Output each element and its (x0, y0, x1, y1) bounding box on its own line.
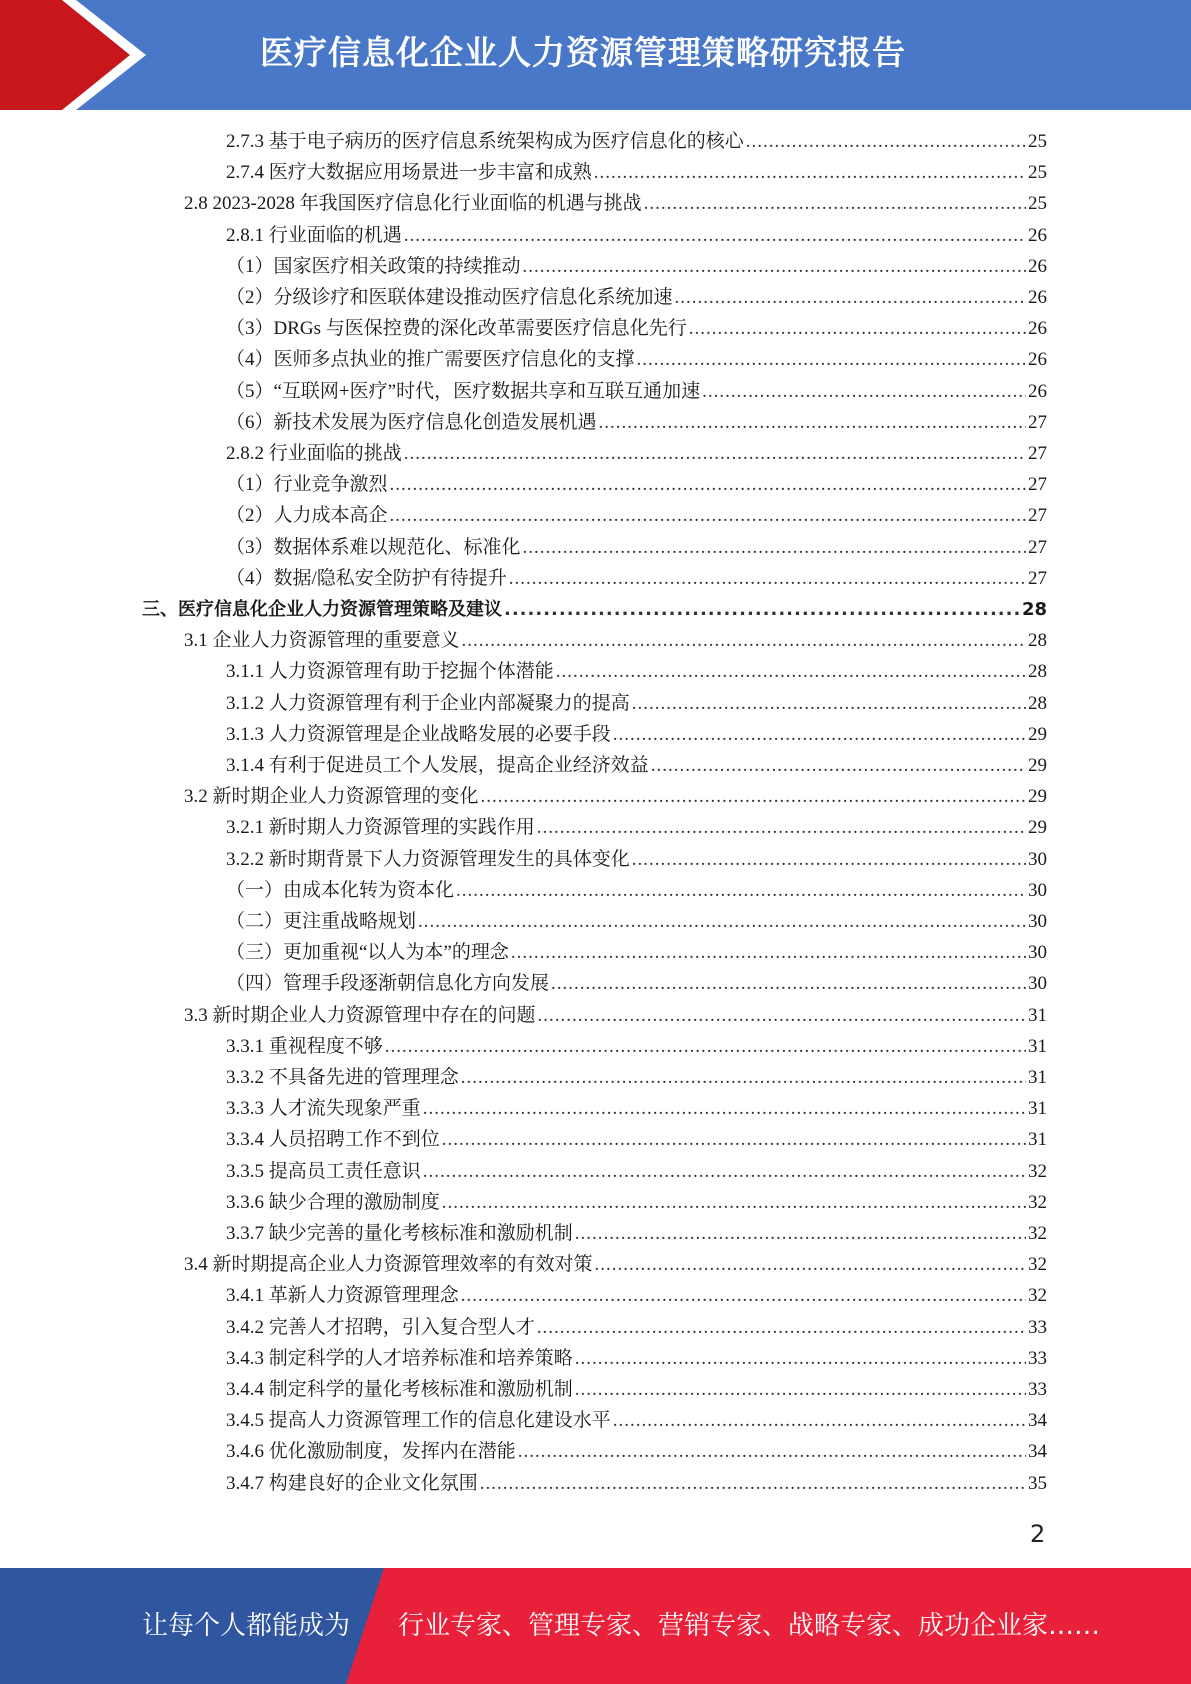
toc-entry-page: 28 (1028, 661, 1047, 683)
toc-entry-label: 3.3.1 重视程度不够 (226, 1035, 383, 1057)
toc-entry-label: 3.3.3 人才流失现象严重 (226, 1098, 421, 1120)
toc-entry[interactable] (226, 282, 1047, 313)
toc-entry-label: 2.8.2 行业面临的挑战 (226, 443, 402, 464)
toc-entry-label: 2.7.3 基于电子病历的医疗信息系统架构成为医疗信息化的核心 (226, 131, 744, 152)
toc-entry-label: （2）分级诊疗和医联体建设推动医疗信息化系统加速 (226, 287, 673, 308)
toc-entry-page: 32 (1028, 1254, 1047, 1276)
toc-entry-label: （一）由成本化转为资本化 (226, 879, 455, 901)
toc-dot-leader (456, 875, 1026, 906)
toc-entry-label: 3.4 新时期提高企业人力资源管理效率的有效对策 (184, 1254, 593, 1276)
toc-entry-page: 27 (1028, 474, 1047, 496)
toc-entry[interactable] (226, 500, 1047, 531)
toc-entry-label: 3.1 企业人力资源管理的重要意义 (184, 630, 460, 652)
toc-entry[interactable] (226, 563, 1047, 594)
toc-entry-label: （1）国家医疗相关政策的持续推动 (226, 255, 521, 277)
toc-entry-page: 33 (1028, 1316, 1047, 1338)
toc-entry-label: 3.2 新时期企业人力资源管理的变化 (184, 786, 479, 808)
page-footer (0, 1568, 1191, 1684)
toc-entry[interactable] (226, 1187, 1047, 1218)
toc-entry[interactable] (226, 968, 1047, 999)
toc-entry-label: 2.8 2023-2028 年我国医疗信息化行业面临的机遇与挑战 (184, 193, 642, 215)
toc-entry[interactable] (226, 719, 1047, 750)
toc-dot-leader (511, 937, 1026, 968)
toc-entry-page: 26 (1028, 349, 1047, 371)
toc-dot-leader (613, 719, 1026, 750)
toc-entry-page: 25 (1028, 162, 1047, 184)
toc-entry-label: 3.3 新时期企业人力资源管理中存在的问题 (184, 1004, 536, 1026)
toc-dot-leader (418, 906, 1026, 937)
toc-entry-page: 30 (1028, 973, 1047, 995)
toc-entry-page: 27 (1028, 567, 1047, 589)
toc-entry[interactable] (226, 1124, 1047, 1155)
toc-entry-page: 32 (1028, 1223, 1047, 1244)
toc-entry-page: 35 (1028, 1472, 1047, 1494)
toc-dot-leader (404, 438, 1026, 469)
toc-entry-page: 32 (1028, 1160, 1047, 1182)
toc-entry-label: 3.4.7 构建良好的企业文化氛围 (226, 1472, 478, 1494)
toc-entry[interactable] (226, 1312, 1047, 1343)
toc-entry[interactable] (184, 781, 1047, 812)
toc-entry-page: 30 (1028, 911, 1047, 932)
toc-entry[interactable] (226, 1031, 1047, 1062)
toc-dot-leader (556, 656, 1026, 687)
toc-dot-leader (651, 750, 1026, 781)
toc-entry-page: 32 (1028, 1191, 1047, 1213)
toc-dot-leader (637, 344, 1026, 375)
toc-entry-page: 25 (1028, 131, 1047, 152)
toc-entry-label: （5）“互联网+医疗”时代，医疗数据共享和互联互通加速 (226, 380, 701, 402)
toc-entry[interactable] (184, 1000, 1047, 1031)
toc-dot-leader (599, 407, 1026, 438)
toc-entry[interactable] (226, 812, 1047, 843)
toc-entry-page: 34 (1028, 1410, 1047, 1432)
header-arrow-graphic (0, 0, 160, 110)
toc-entry[interactable] (142, 594, 1047, 625)
toc-dot-leader (538, 1000, 1026, 1031)
toc-dot-leader (675, 282, 1026, 313)
toc-entry[interactable] (226, 220, 1047, 251)
toc-entry-label: 3.3.7 缺少完善的量化考核标准和激励机制 (226, 1223, 573, 1244)
toc-entry[interactable] (226, 157, 1047, 188)
toc-dot-leader (404, 220, 1026, 251)
toc-dot-leader (537, 812, 1026, 843)
toc-dot-leader (523, 532, 1026, 563)
toc-entry[interactable] (226, 532, 1047, 563)
toc-entry-label: 3.3.2 不具备先进的管理理念 (226, 1067, 459, 1088)
toc-entry-page: 31 (1028, 1098, 1047, 1120)
toc-dot-leader (462, 625, 1026, 656)
toc-dot-leader (518, 1436, 1026, 1467)
toc-dot-leader (480, 1468, 1026, 1499)
toc-dot-leader (575, 1218, 1026, 1249)
toc-dot-leader (461, 1280, 1026, 1311)
toc-entry[interactable] (226, 1218, 1047, 1249)
toc-entry[interactable] (226, 1405, 1047, 1436)
toc-entry-page: 26 (1028, 318, 1047, 340)
toc-entry-page: 26 (1028, 255, 1047, 277)
toc-dot-leader (689, 313, 1026, 344)
toc-entry-label: 3.3.5 提高员工责任意识 (226, 1160, 421, 1182)
footer-slogan-right: 行业专家、管理专家、营销专家、战略专家、成功企业家…… (398, 1611, 1101, 1641)
toc-entry-label: 3.4.3 制定科学的人才培养标准和培养策略 (226, 1347, 573, 1369)
toc-entry[interactable] (226, 313, 1047, 344)
toc-entry-page: 29 (1028, 723, 1047, 745)
toc-entry-page: 28 (1028, 630, 1047, 652)
toc-entry-page: 32 (1028, 1285, 1047, 1307)
toc-dot-leader (537, 1312, 1026, 1343)
toc-entry[interactable] (226, 1436, 1047, 1467)
toc-entry[interactable] (184, 1249, 1047, 1280)
toc-dot-leader (746, 126, 1026, 157)
toc-entry-page: 25 (1028, 193, 1047, 215)
toc-dot-leader (613, 1405, 1026, 1436)
toc-dot-leader (702, 376, 1026, 407)
report-title: 医疗信息化企业人力资源管理策略研究报告 (260, 33, 906, 72)
toc-entry-label: 3.4.2 完善人才招聘，引入复合型人才 (226, 1316, 535, 1338)
toc-entry[interactable] (226, 656, 1047, 687)
toc-entry-label: （4）数据/隐私安全防护有待提升 (226, 567, 507, 589)
toc-entry-label: （3）数据体系难以规范化、标准化 (226, 536, 521, 558)
toc-entry-label: 三、医疗信息化企业人力资源管理策略及建议 (142, 599, 502, 620)
toc-entry-page: 27 (1028, 536, 1047, 558)
toc-entry[interactable] (226, 251, 1047, 282)
toc-entry-page: 31 (1028, 1035, 1047, 1057)
toc-entry-label: （2）人力成本高企 (226, 505, 388, 527)
toc-entry-page: 31 (1028, 1129, 1047, 1151)
toc-entry[interactable] (184, 625, 1047, 656)
toc-entry-page: 26 (1028, 380, 1047, 402)
toc-entry-page: 33 (1028, 1347, 1047, 1369)
toc-entry-label: 3.4.1 革新人力资源管理理念 (226, 1285, 459, 1307)
toc-entry-label: 3.1.1 人力资源管理有助于挖掘个体潜能 (226, 661, 554, 683)
toc-dot-leader (390, 500, 1026, 531)
toc-entry-label: （四）管理手段逐渐朝信息化方向发展 (226, 973, 550, 995)
toc-entry[interactable] (226, 1062, 1047, 1093)
toc-entry-page: 26 (1028, 224, 1047, 246)
toc-entry-label: 3.3.6 缺少合理的激励制度 (226, 1191, 440, 1213)
toc-entry-label: 3.1.2 人力资源管理有利于企业内部凝聚力的提高 (226, 692, 630, 714)
toc-entry-page: 28 (1021, 599, 1047, 620)
toc-entry-label: （1）行业竞争激烈 (226, 474, 388, 496)
toc-entry[interactable] (226, 750, 1047, 781)
toc-dot-leader (575, 1343, 1026, 1374)
toc-entry-page: 29 (1028, 755, 1047, 776)
toc-entry-page: 28 (1028, 692, 1047, 714)
toc-entry-label: 2.7.4 医疗大数据应用场景进一步丰富和成熟 (226, 162, 592, 184)
toc-entry-page: 27 (1028, 411, 1047, 433)
toc-dot-leader (523, 251, 1026, 282)
toc-entry-page: 29 (1028, 786, 1047, 808)
toc-entry[interactable] (226, 875, 1047, 906)
toc-entry-page: 33 (1028, 1379, 1047, 1400)
footer-slogan-left: 让每个人都能成为 (142, 1611, 351, 1641)
toc-dot-leader (385, 1031, 1026, 1062)
toc-entry[interactable] (226, 376, 1047, 407)
toc-entry-label: 3.2.1 新时期人力资源管理的实践作用 (226, 817, 535, 839)
toc-entry-label: （3）DRGs 与医保控费的深化改革需要医疗信息化先行 (226, 318, 687, 340)
toc-entry-label: （4）医师多点执业的推广需要医疗信息化的支撑 (226, 349, 635, 371)
toc-dot-leader (594, 157, 1026, 188)
toc-dot-leader (504, 594, 1020, 625)
toc-dot-leader (551, 968, 1026, 999)
toc-dot-leader (481, 781, 1026, 812)
toc-entry-page: 27 (1028, 505, 1047, 527)
toc-dot-leader (595, 1249, 1026, 1280)
toc-entry[interactable] (226, 407, 1047, 438)
toc-entry-label: 3.1.3 人力资源管理是企业战略发展的必要手段 (226, 723, 611, 745)
toc-dot-leader (509, 563, 1026, 594)
toc-dot-leader (632, 844, 1026, 875)
toc-entry-page: 30 (1028, 879, 1047, 901)
toc-entry[interactable] (226, 844, 1047, 875)
toc-dot-leader (442, 1124, 1026, 1155)
toc-entry-page: 31 (1028, 1067, 1047, 1088)
toc-entry[interactable] (184, 188, 1047, 219)
toc-entry[interactable] (226, 1343, 1047, 1374)
toc-entry[interactable] (226, 438, 1047, 469)
toc-entry[interactable] (226, 1374, 1047, 1405)
toc-entry-label: 3.4.6 优化激励制度，发挥内在潜能 (226, 1441, 516, 1463)
toc-entry-label: （三）更加重视“以人为本”的理念 (226, 942, 509, 964)
toc-entry-label: 3.2.2 新时期背景下人力资源管理发生的具体变化 (226, 848, 630, 870)
toc-entry[interactable] (226, 906, 1047, 937)
toc-entry-page: 34 (1028, 1441, 1047, 1463)
toc-entry-page: 29 (1028, 817, 1047, 839)
toc-entry-page: 31 (1028, 1004, 1047, 1026)
toc-entry[interactable] (226, 937, 1047, 968)
toc-entry[interactable] (226, 688, 1047, 719)
toc-dot-leader (632, 688, 1026, 719)
toc-entry-label: （6）新技术发展为医疗信息化创造发展机遇 (226, 411, 597, 433)
toc-entry[interactable] (226, 344, 1047, 375)
toc-dot-leader (461, 1062, 1026, 1093)
toc-entry[interactable] (226, 1156, 1047, 1187)
toc-entry-label: 3.4.4 制定科学的量化考核标准和激励机制 (226, 1379, 573, 1400)
page-header (0, 0, 1191, 110)
toc-entry-label: （二）更注重战略规划 (226, 911, 417, 932)
toc-dot-leader (423, 1156, 1026, 1187)
toc-entry-page: 26 (1028, 287, 1047, 308)
page-number: 2 (1030, 1520, 1046, 1548)
toc-entry[interactable] (226, 1093, 1047, 1124)
toc-entry-page: 30 (1028, 848, 1047, 870)
toc-entry-label: 3.1.4 有利于促进员工个人发展，提高企业经济效益 (226, 755, 649, 776)
toc-entry[interactable] (226, 1280, 1047, 1311)
toc-entry[interactable] (226, 1468, 1047, 1499)
toc-dot-leader (442, 1187, 1026, 1218)
toc-entry-page: 27 (1028, 443, 1047, 464)
toc-dot-leader (390, 469, 1026, 500)
toc-dot-leader (575, 1374, 1026, 1405)
toc-entry-label: 3.3.4 人员招聘工作不到位 (226, 1129, 440, 1151)
toc-dot-leader (644, 188, 1026, 219)
toc-entry[interactable] (226, 469, 1047, 500)
toc-entry-page: 30 (1028, 942, 1047, 964)
toc-entry-label: 3.4.5 提高人力资源管理工作的信息化建设水平 (226, 1410, 611, 1432)
toc-entry[interactable] (226, 126, 1047, 157)
toc-entry-label: 2.8.1 行业面临的机遇 (226, 224, 402, 246)
toc-dot-leader (423, 1093, 1026, 1124)
